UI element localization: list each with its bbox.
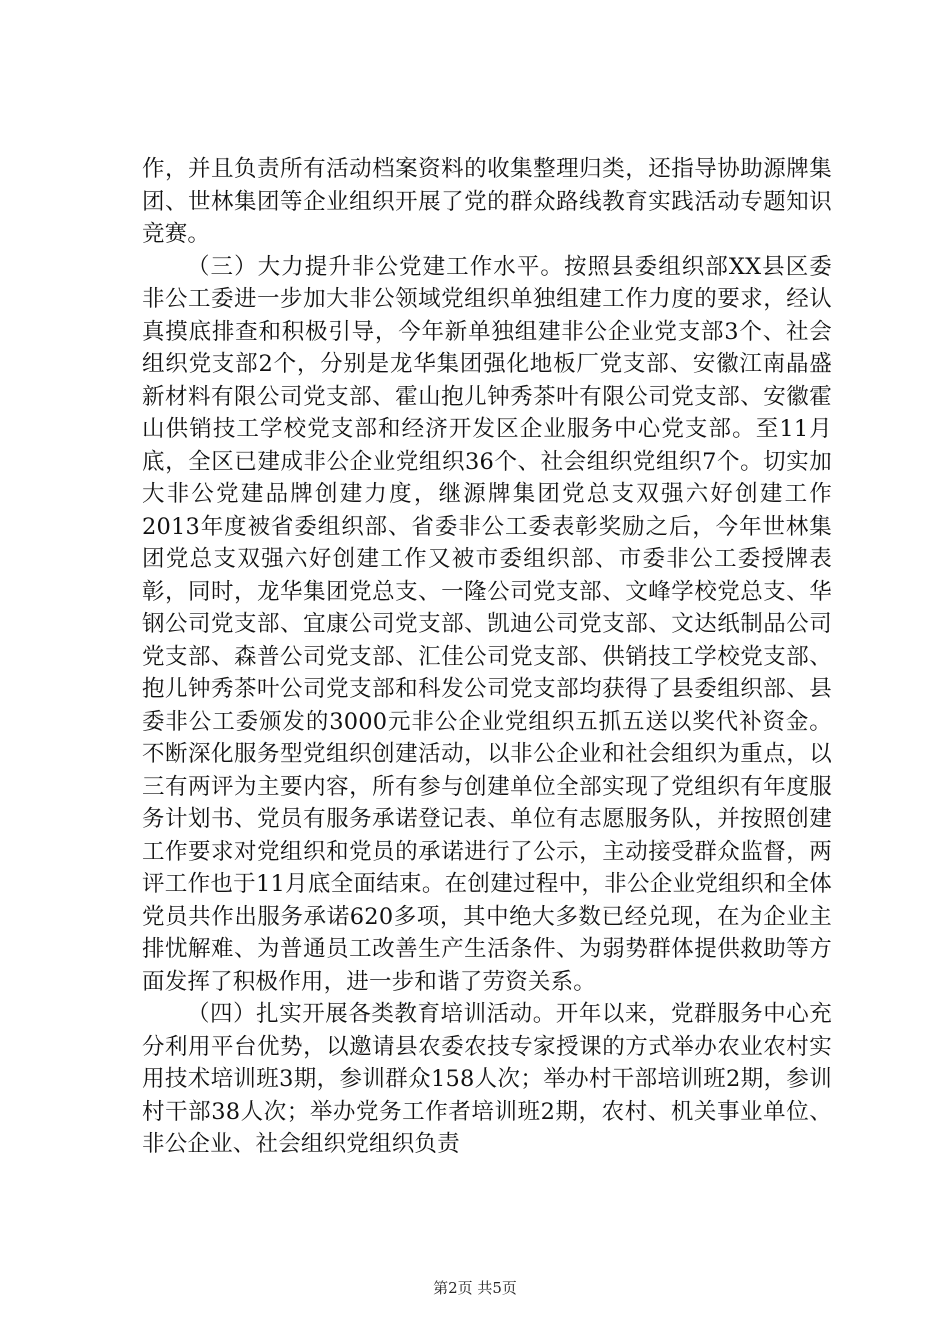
paragraph-section-4: （四）扎实开展各类教育培训活动。开年以来，党群服务中心充分利用平台优势，以邀请县农委农技专家授课的方式举办农业农村实用技术培训班3期，参训群众158人次；举办村干部培训班2期，参训村干部38人次；举办党务工作者培训班2期，农村、机关事业单位、非公企业、社会组织党组织负责 [142, 1001, 832, 1157]
page-number-footer: 第2页 共5页 [433, 1279, 517, 1297]
document-page [142, 153, 832, 1161]
paragraph-continuation: 作，并且负责所有活动档案资料的收集整理归类，还指导协助源牌集团、世林集团等企业组织开展了党的群众路线教育实践活动专题知识竞赛。 [142, 156, 832, 247]
paragraph-section-3: （三）大力提升非公党建工作水平。按照县委组织部XX县区委非公工委进一步加大非公领域党组织单独组建工作力度的要求，经认真摸底排查和积极引导，今年新单独组建非公企业党支部3个、社会组织党支部2个，分别是龙华集团强化地板厂党支部、安徽江南晶盛新材料有限公司党支部、霍山抱儿钟秀茶叶有限公司党支部、安徽霍山供销技工学校党支部和经济开发区企业服务中心党支部。至11月底，全区已建成非公企业党组织36个、社会组织党组织7个。切实加大非公党建品牌创建力度，继源牌集团党总支双强六好创建工作2013年度被省委组织部、省委非公工委表彰奖励之后，今年世林集团党总支双强六好创建工作又被市委组织部、市委非公工委授牌表彰，同时，龙华集团党总支、一隆公司党支部、文峰学校党总支、华钢公司党支部、宜康公司党支部、凯迪公司党支部、文达纸制品公司党支部、森普公司党支部、汇佳公司党支部、供销技工学校党支部、抱儿钟秀茶叶公司党支部和科发公司党支部均获得了县委组织部、县委非公工委颁发的3000元非公企业党组织五抓五送以奖代补资金。不断深化服务型党组织创建活动，以非公企业和社会组织为重点，以三有两评为主要内容，所有参与创建单位全部实现了党组织有年度服务计划书、党员有服务承诺登记表、单位有志愿服务队，并按照创建工作要求对党组织和党员的承诺进行了公示，主动接受群众监督，两评工作也于11月底全面结束。在创建过程中，非公企业党组织和全体党员共作出服务承诺620多项，其中绝大多数已经兑现，在为企业主排忧解难、为普通员工改善生产生活条件、为弱势群体提供救助等方面发挥了积极作用，进一步和谐了劳资关系。 [142, 253, 832, 995]
